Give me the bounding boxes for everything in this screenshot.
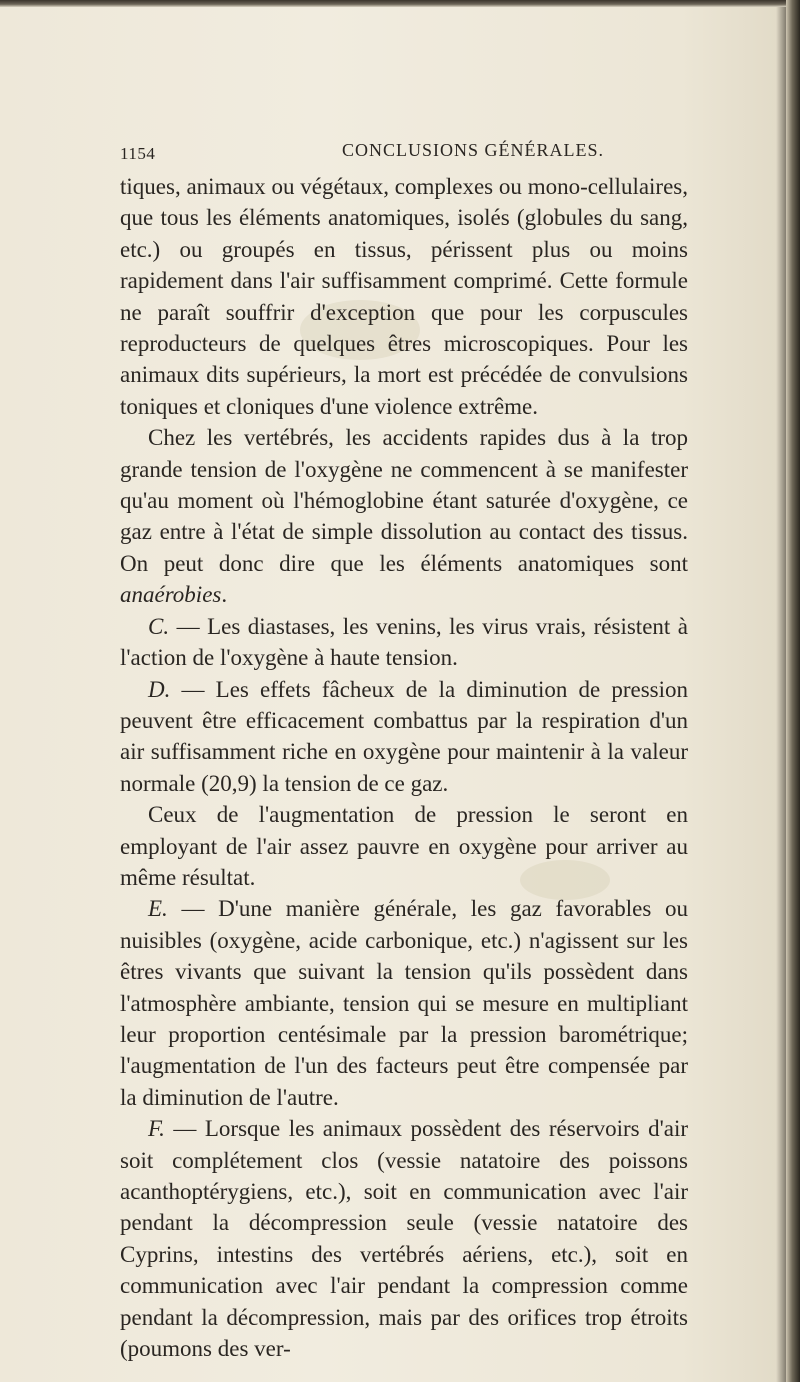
body-text bbox=[120, 171, 688, 1364]
paragraph-f bbox=[120, 1113, 688, 1364]
section-label-e: E. bbox=[148, 896, 168, 922]
paragraph-2-end: . bbox=[221, 582, 228, 608]
page-top-edge-shadow bbox=[0, 0, 800, 7]
paragraph-e-text: — D'une manière générale, les gaz favorables ou nuisibles (oxygène, acide carbonique, etc.) n'agissent sur les êtres vivants que suivant la tension qu'ils possèdent dans l'atmosphère ambiante, tension qui se mesure en multipliant leur proportion centésimale par la pression barométrique; l'augmentation de l'un des facteurs peut être compensée par la diminution de l'autre. bbox=[120, 896, 688, 1110]
paragraph-5 bbox=[120, 799, 688, 893]
section-label-d: D. bbox=[148, 676, 171, 702]
paragraph-1 bbox=[120, 171, 688, 422]
paragraph-c bbox=[120, 611, 688, 674]
paragraph-f-text: — Lorsque les animaux possèdent des réservoirs d'air soit complétement clos (vessie natatoire des poissons acanthoptérygiens, etc.), soit en communication avec l'air pendant la décompression seule (vessie natatoire des Cyprins, intestins des vertébrés aériens, etc.), soit en communication avec l'air pendant la compression comme pendant la décompression, mais par des orifices trop étroits (poumons des ver- bbox=[120, 1116, 688, 1362]
paragraph-d bbox=[120, 674, 688, 800]
paragraph-2-text: Chez les vertébrés, les accidents rapides dus à la trop grande tension de l'oxygène ne commencent à se manifester qu'au moment où l'hémoglobine étant saturée d'oxygène, ce gaz entre à l'état de simple dissolution au contact des tissus. On peut donc dire que les éléments anatomiques sont bbox=[120, 425, 688, 576]
paragraph-2-italic-term: anaérobies bbox=[120, 582, 222, 608]
page-header bbox=[120, 138, 680, 168]
section-label-f: F. bbox=[148, 1116, 165, 1142]
paragraph-1-text: tiques, animaux ou végétaux, complexes ou mono-cellulaires, que tous les éléments anatomiques, isolés (globules du sang, etc.) ou groupés en tissus, périssent plus ou moins rapidement dans l'air suffisamment comprimé. Cette formule ne paraît souffrir d'exception que pour les corpuscules reproducteurs de quelques êtres microscopiques. Pour les animaux dits supérieurs, la mort est précédée de convulsions toniques et cloniques d'une violence extrême. bbox=[120, 174, 688, 419]
paragraph-d-text: — Les effets fâcheux de la diminution de pression peuvent être efficacement combattus par la respiration d'un air suffisamment riche en oxygène pour maintenir à la valeur normale (20,9) la tension de ce gaz. bbox=[120, 676, 688, 796]
running-head: CONCLUSIONS GÉNÉRALES. bbox=[342, 140, 605, 160]
paragraph-5-text: Ceux de l'augmentation de pression le seront en employant de l'air assez pauvre en oxygène pour arriver au même résultat. bbox=[120, 802, 688, 890]
paragraph-c-text: — Les diastases, les venins, les virus vrais, résistent à l'action de l'oxygène à haute tension. bbox=[120, 613, 688, 671]
page-number: 1154 bbox=[120, 144, 156, 163]
paragraph-2 bbox=[120, 422, 688, 610]
page-right-edge-binding bbox=[786, 0, 800, 1382]
paragraph-e bbox=[120, 893, 688, 1113]
section-label-c: C. bbox=[148, 613, 170, 639]
